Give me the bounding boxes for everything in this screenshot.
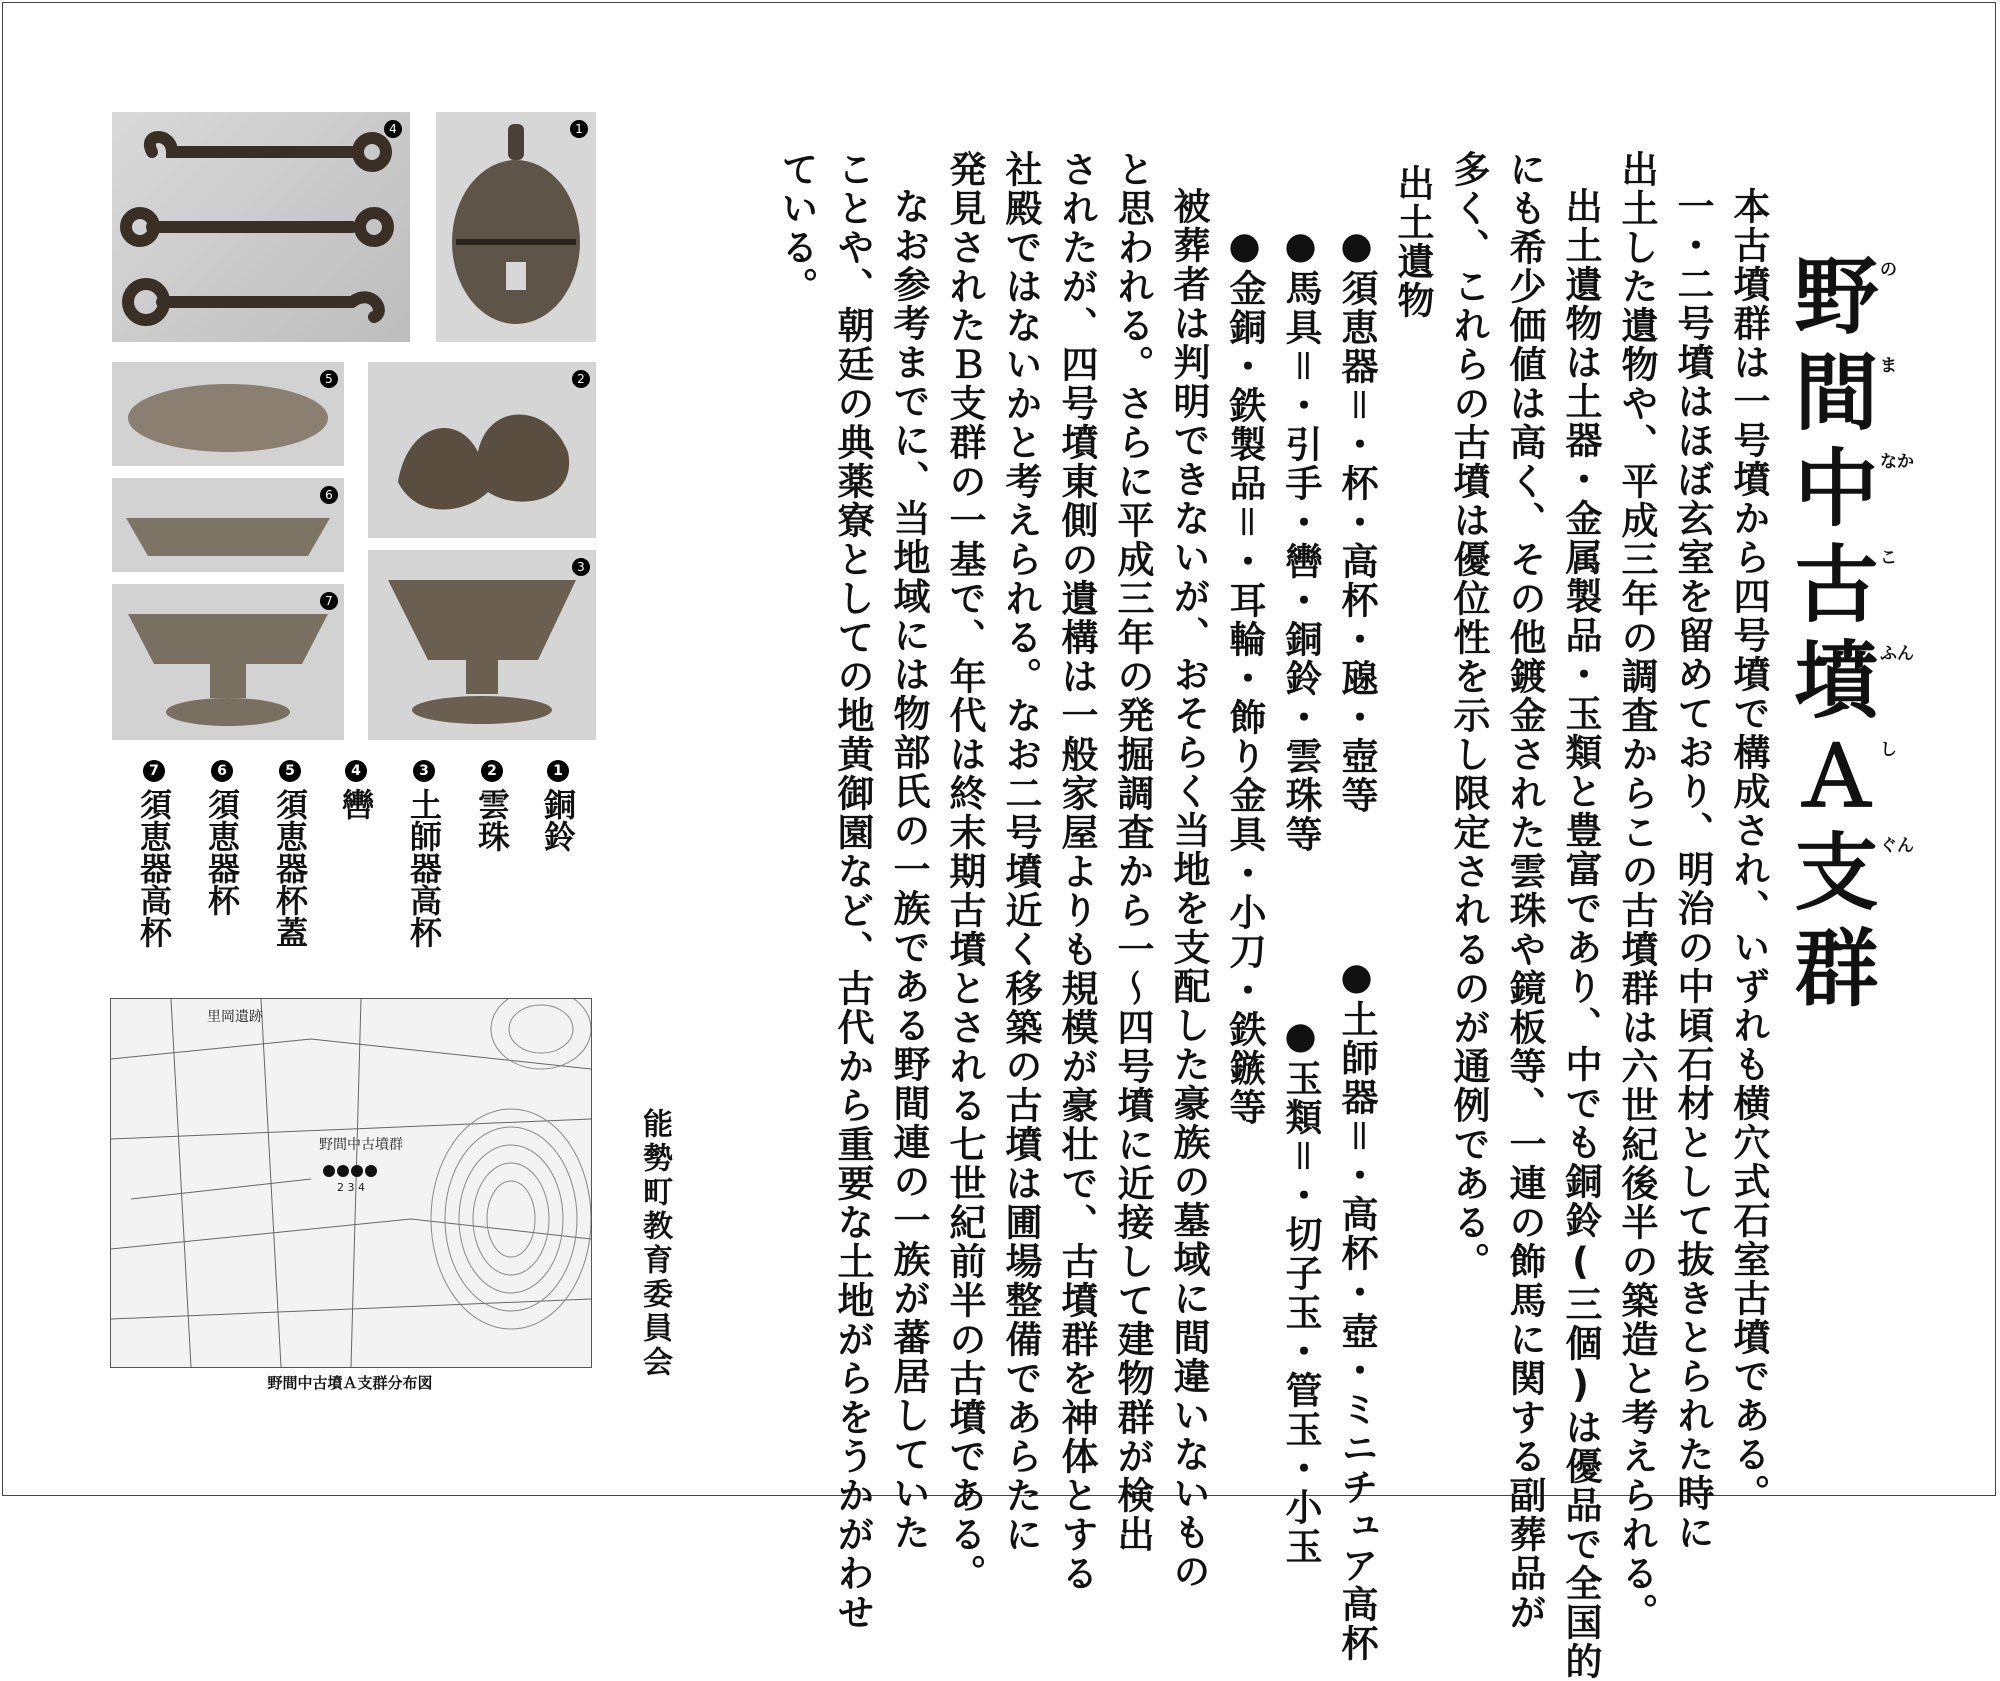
- photo-cup: [112, 478, 344, 572]
- body-paragraph: 一・二号墳はほぼ玄室を留めており、明治の中頃石材として抜きとられた時に: [1671, 187, 1714, 1552]
- finds-item-right: ●玉類＝・切子玉・管玉・小玉: [1279, 1014, 1322, 1566]
- caption-5: 5須恵器杯蓋: [272, 760, 308, 948]
- uzu-image: [368, 362, 596, 538]
- sue-takatsuki-image: [112, 584, 344, 740]
- caption-2: 2雲珠: [474, 760, 510, 852]
- caption-6: 6須恵器杯: [204, 760, 240, 916]
- bit-image: [112, 112, 410, 342]
- map-caption: 野間中古墳Ａ支群分布図: [267, 1374, 433, 1392]
- body-paragraph: 被葬者は判明できないが、おそらく当地を支配した豪族の墓域に間違いないもの: [1167, 187, 1210, 1591]
- map-label-site: 里岡遺跡: [207, 1009, 263, 1025]
- body-line: にも希少価値は高く、その他鍍金された雲珠や鏡板等、一連の飾馬に関する副葬品が: [1503, 150, 1546, 1632]
- photo-number: 2: [572, 370, 590, 388]
- caption-3: 3土師器高杯: [406, 760, 442, 948]
- body-line: 多く、これらの古墳は優位性を示し限定されるのが通例である。: [1447, 150, 1490, 1281]
- photo-lid: [112, 362, 344, 466]
- photo-bell: [436, 112, 596, 342]
- map-drawing: [111, 999, 591, 1367]
- cup-image: [112, 478, 344, 572]
- body-line: と思われる。さらに平成三年の発掘調査から一～四号墳に近接して建物群が検出: [1111, 150, 1154, 1554]
- credit: 能勢町教育委員会: [637, 1108, 672, 1380]
- distribution-map: [110, 998, 592, 1368]
- caption-1: 1銅鈴: [540, 760, 576, 852]
- body-text: [768, 150, 1776, 1681]
- body-line: 発見されたＢ支群の一基で、年代は終末期古墳とされる七世紀前半の古墳である。: [943, 150, 986, 1593]
- caption-4: 4轡: [338, 760, 374, 820]
- photo-sue-takatsuki: [112, 584, 344, 740]
- title-ruby: の ま なか こ ふん し ぐん: [1880, 260, 1914, 856]
- photo-number: 5: [320, 370, 338, 388]
- photo-number: 7: [320, 592, 338, 610]
- body-line: 出土した遺物や、平成三年の調査からこの古墳群は六世紀後半の築造と考えられる。: [1615, 150, 1658, 1632]
- photo-uzu: [368, 362, 596, 538]
- photo-number: 3: [572, 558, 590, 576]
- photo-number: 6: [320, 486, 338, 504]
- photo-number: 4: [384, 120, 402, 138]
- finds-item-right: ●土師器＝・高杯・壺・ミニチュア高杯: [1335, 955, 1378, 1663]
- map-label-numbers: 2 3 4: [337, 1181, 365, 1194]
- finds-item: ●須恵器＝・杯・高杯・𤭯・壺等●土師器＝・高杯・壺・ミニチュア高杯: [1335, 224, 1378, 1663]
- photo-haji-takatsuki: [368, 550, 596, 740]
- caption-7: 7須恵器高杯: [136, 760, 172, 948]
- bell-image: [436, 112, 596, 342]
- body-paragraph: なお参考までに、当地域には物部氏の一族である野間連の一族が蕃居していた: [887, 187, 930, 1552]
- haji-takatsuki-image: [368, 550, 596, 740]
- finds-item: ●馬具＝・引手・轡・銅鈴・雲珠等●玉類＝・切子玉・管玉・小玉: [1279, 224, 1322, 1566]
- body-line: 社殿ではないかと考えられる。なお二号墳近く移築の古墳は圃場整備であらたに: [999, 150, 1042, 1554]
- photo-number: 1: [570, 120, 588, 138]
- body-paragraph: 本古墳群は一号墳から四号墳で構成され、いずれも横穴式石室古墳である。: [1727, 187, 1770, 1513]
- photo-bit: [112, 112, 410, 342]
- finds-heading: 出土遺物: [1391, 164, 1434, 320]
- body-line: ている。: [775, 150, 818, 306]
- body-line: ことや、朝廷の典薬寮としての地黄御園など、古代から重要な土地がらをうかがわせ: [831, 150, 874, 1632]
- lid-image: [112, 362, 344, 466]
- body-line: されたが、四号墳東側の遺構は一般家屋よりも規模が豪壮で、古墳群を神体とする: [1055, 150, 1098, 1593]
- page-title: 野間中古墳Ａ支群: [1781, 252, 1879, 1020]
- map-label-group: 野間中古墳群: [319, 1137, 403, 1153]
- finds-item: ●金銅・鉄製品＝・耳輪・飾り金具・小刀・鉄鏃等: [1223, 224, 1266, 1127]
- body-paragraph: 出土遺物は土器・金属製品・玉類と豊富であり、中でも銅鈴(三個)は優品で全国的: [1559, 187, 1602, 1681]
